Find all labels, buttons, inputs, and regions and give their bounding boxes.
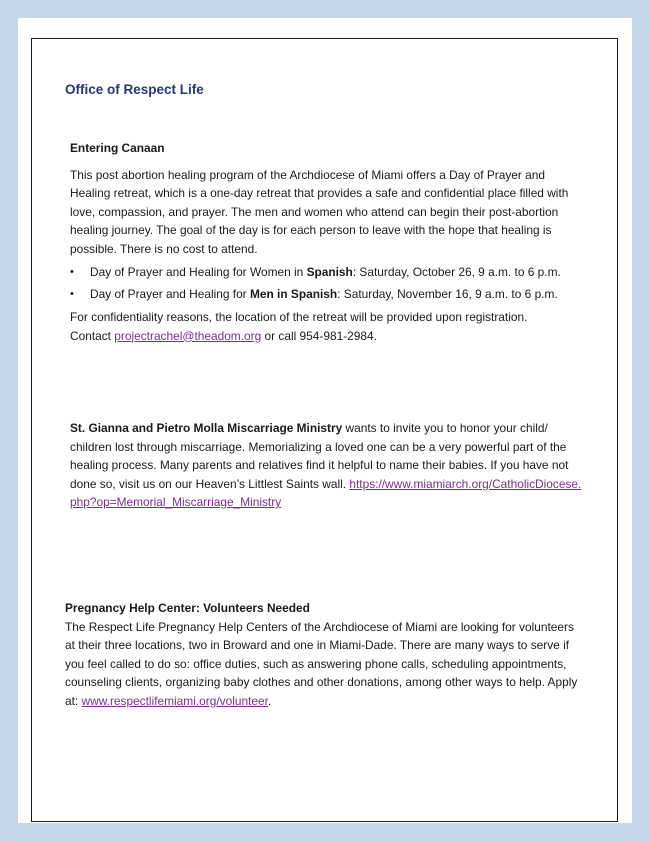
bullet-bold: Men in Spanish: [249, 287, 338, 301]
office-title: Office of Respect Life: [65, 82, 204, 97]
pregnancy-body-wrap: [65, 618, 580, 711]
miscarriage-heading: St. Gianna and Pietro Molla Miscarriage Ministry: [70, 421, 343, 435]
pregnancy-end: .: [267, 693, 272, 708]
pregnancy-heading: Pregnancy Help Center: Volunteers Needed: [65, 601, 310, 615]
canaan-heading: Entering Canaan: [70, 141, 165, 155]
contact-phone: or call 954-981-2984.: [261, 328, 377, 343]
pregnancy-section: [65, 599, 580, 710]
list-item: [70, 264, 582, 281]
ministry-link[interactable]: https://www.miamiarch.org/CatholicDiocese.php?op=Memorial_Miscarriage_Ministry: [70, 476, 582, 509]
confidentiality-note: For confidentiality reasons, the location of the retreat will be provided upon registration.: [70, 310, 528, 324]
email-link[interactable]: projectrachel@theadom.org: [114, 328, 262, 343]
canaan-body: This post abortion healing program of the Archdiocese of Miami offers a Day of Prayer and Healing retreat, which is a one-day retreat that provides a safe and confidential place filled with love, compassion, and prayer. The men and women who attend can begin their post-abortion healing journey. The goal of the day is for each person to leave with the hope that healing is possible. There is no cost to attend.: [70, 167, 569, 256]
bullet-text: : Saturday, October 26, 9 a.m. to 6 p.m.: [352, 265, 561, 279]
contact-line: [70, 327, 582, 346]
bullet-icon: •: [70, 288, 74, 300]
list-item: [70, 286, 582, 303]
volunteer-link[interactable]: www.respectlifemiami.org/volunteer: [81, 693, 268, 708]
document-page: [18, 18, 632, 823]
miscarriage-section: [70, 419, 582, 512]
canaan-section: [70, 139, 582, 345]
miscarriage-body: wants to invite you to honor your child/ children lost through miscarriage. Memorializing a loved one can be a very powerful part of the healing process. Many parents and relatives find it helpful to name their babies. If you have not done so, visit us on our Heaven’s Littlest Saints wall.: [70, 421, 569, 491]
bullet-text: Day of Prayer and Healing for: [90, 287, 250, 301]
contact-label: Contact: [70, 328, 115, 343]
bullet-bold: Spanish: [306, 265, 353, 279]
bullet-icon: •: [70, 266, 74, 278]
bullet-text: Day of Prayer and Healing for Women in: [90, 265, 307, 279]
retreat-dates-list: [70, 264, 582, 303]
pregnancy-body: The Respect Life Pregnancy Help Centers of the Archdiocese of Miami are looking for volunteers at their three locations, two in Broward and one in Miami-Dade. There are many ways to serve if you feel called to do so: office duties, such as answering phone calls, scheduling appointments, counseling clients, organizing baby clothes and other donations, among other ways to help. Apply at:: [65, 619, 578, 708]
bullet-text: : Saturday, November 16, 9 a.m. to 6 p.m.: [337, 287, 558, 301]
